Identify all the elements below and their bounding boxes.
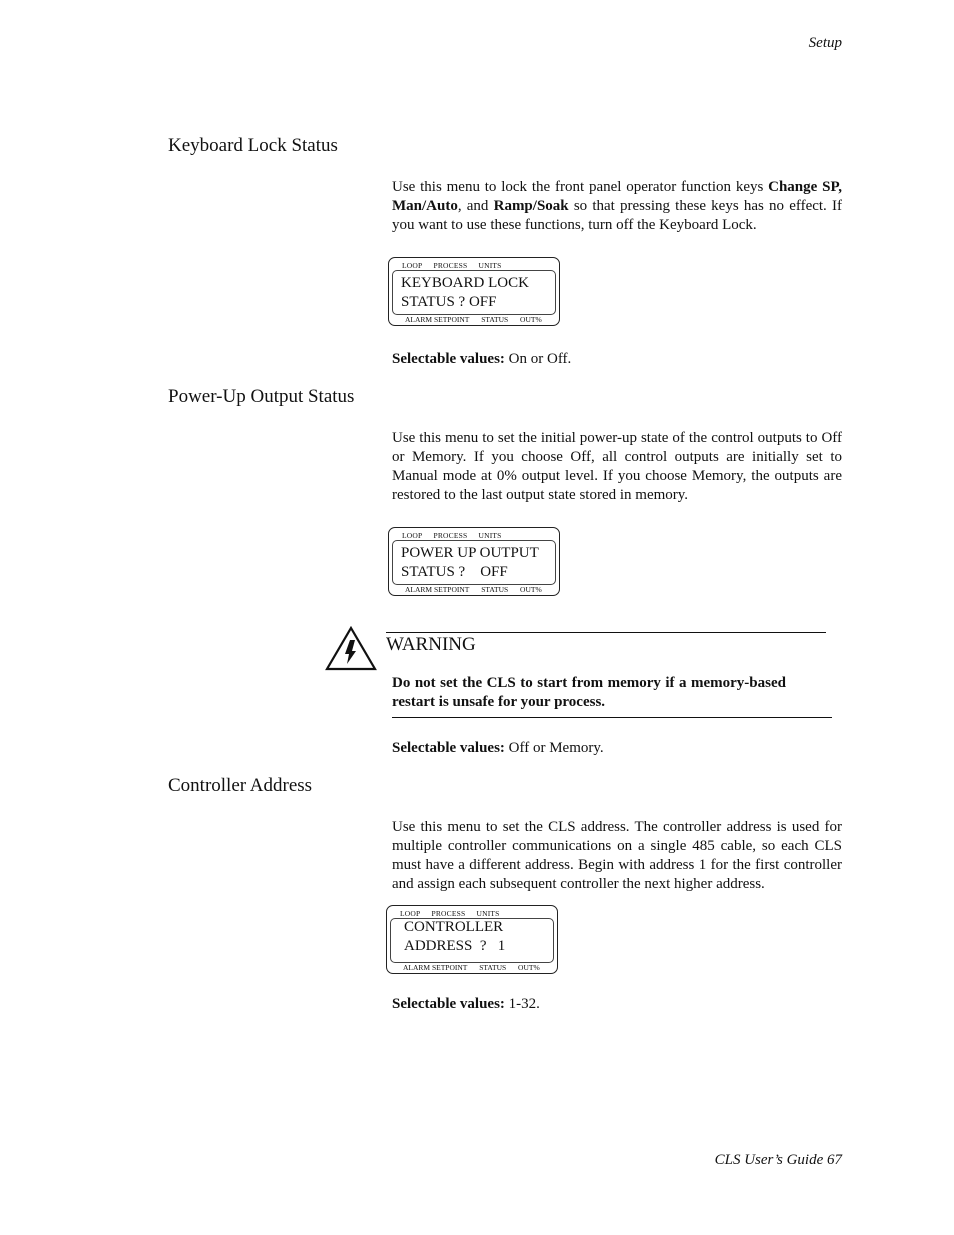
key-name-change-sp-man-auto: Change SP, Man/Auto <box>392 179 842 214</box>
text-run: , and <box>457 198 494 214</box>
section-title-controller-address: Controller Address <box>168 775 313 796</box>
display-top-labels <box>402 531 511 540</box>
display-screen <box>392 270 556 315</box>
label-process: PROCESS <box>433 261 468 270</box>
label-process: PROCESS <box>431 909 466 918</box>
display-power-up <box>388 527 560 596</box>
section-title-power-up: Power-Up Output Status <box>168 386 355 407</box>
label-units: UNITS <box>478 261 502 270</box>
display-keyboard-lock <box>388 257 560 326</box>
text-run: so that pressing these keys has no effect. If you want to use these functions, turn off the Keyboard Lock. <box>392 198 842 233</box>
selectable-label: Selectable values: <box>392 996 505 1012</box>
key-name-ramp-soak: Ramp/Soak <box>493 198 569 214</box>
label-status: STATUS <box>481 315 509 324</box>
display-line-1: KEYBOARD LOCK <box>401 275 529 291</box>
selectable-value: On or Off. <box>504 351 572 367</box>
label-loop: LOOP <box>402 531 423 540</box>
power-up-paragraph: Use this menu to set the initial power-up state of the control outputs to Off or Memory. If you choose Off, all control outputs are initially set to Manual mode at 0% output level. If you choose Memory, the outputs are restored to the last output state stored in memory. <box>392 430 842 503</box>
display-bottom-labels <box>405 315 552 324</box>
warning-rule-top <box>386 632 826 633</box>
selectable-values-controller-address <box>392 996 540 1013</box>
display-line-2: ADDRESS ? 1 <box>404 938 506 954</box>
label-out-percent: OUT% <box>520 585 542 594</box>
text-run: Use this menu to lock the front panel operator function keys <box>392 179 769 195</box>
display-screen <box>390 918 554 963</box>
label-out-percent: OUT% <box>520 315 542 324</box>
selectable-label: Selectable values: <box>392 351 505 367</box>
display-line-2: STATUS ? OFF <box>401 294 497 310</box>
display-controller-address <box>386 905 558 974</box>
display-line-2: STATUS ? OFF <box>401 564 508 580</box>
selectable-label: Selectable values: <box>392 740 505 756</box>
display-top-labels <box>402 261 511 270</box>
label-out-percent: OUT% <box>518 963 540 972</box>
label-status: STATUS <box>479 963 507 972</box>
warning-rule-bottom <box>392 717 832 718</box>
warning-lightning-icon <box>325 626 377 677</box>
label-loop: LOOP <box>402 261 423 270</box>
label-units: UNITS <box>476 909 500 918</box>
label-status: STATUS <box>481 585 509 594</box>
page-footer: CLS User’s Guide 67 <box>714 1152 842 1168</box>
display-bottom-labels <box>405 585 552 594</box>
display-screen <box>392 540 556 585</box>
running-header: Setup <box>808 35 842 51</box>
label-units: UNITS <box>478 531 502 540</box>
label-alarm-setpoint: ALARM SETPOINT <box>405 315 470 324</box>
display-line-1: POWER UP OUTPUT <box>401 545 539 561</box>
warning-text: Do not set the CLS to start from memory if a memory-based restart is unsafe for your process. <box>392 675 786 710</box>
display-top-labels <box>400 909 509 918</box>
selectable-value: 1-32. <box>504 996 540 1012</box>
warning-title: WARNING <box>386 634 476 655</box>
display-line-1: CONTROLLER <box>404 919 504 935</box>
selectable-values-keyboard-lock <box>392 351 571 368</box>
display-bottom-labels <box>403 963 550 972</box>
section-title-keyboard-lock: Keyboard Lock Status <box>168 135 338 156</box>
label-alarm-setpoint: ALARM SETPOINT <box>405 585 470 594</box>
label-process: PROCESS <box>433 531 468 540</box>
selectable-values-power-up <box>392 740 604 757</box>
label-loop: LOOP <box>400 909 421 918</box>
label-alarm-setpoint: ALARM SETPOINT <box>403 963 468 972</box>
selectable-value: Off or Memory. <box>504 740 604 756</box>
controller-address-paragraph: Use this menu to set the CLS address. The controller address is used for multiple controller communications on a single 485 cable, so each CLS must have a different address. Begin with address 1 for the first controller and assign each subsequent controller the next higher address. <box>392 819 842 892</box>
keyboard-lock-paragraph <box>392 178 842 235</box>
